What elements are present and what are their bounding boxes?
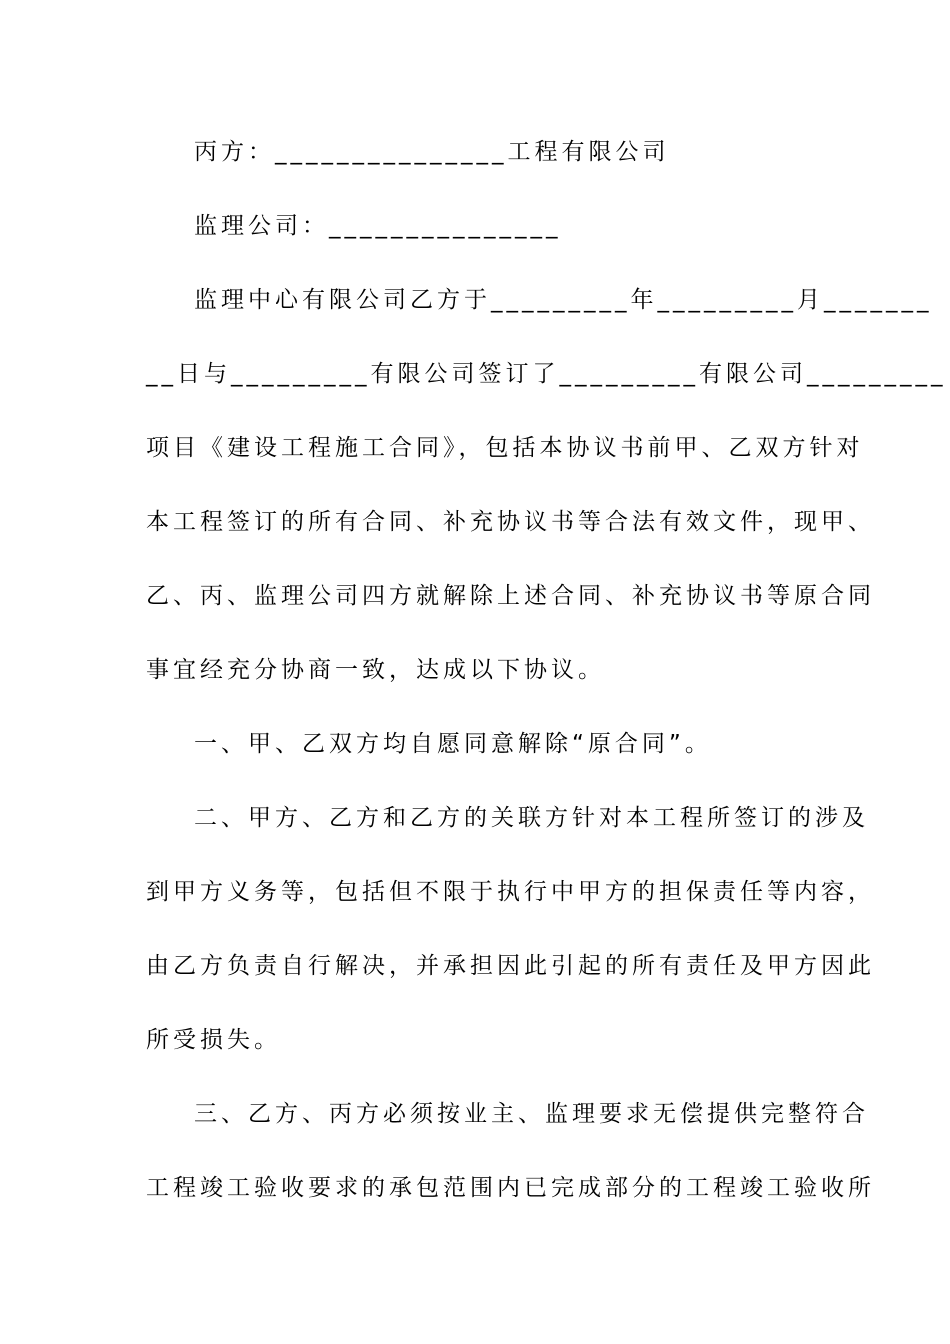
paragraph-line: 项目《建设工程施工合同》，包括本协议书前甲、乙双方针对 [146, 435, 864, 461]
supervision-company-line: 监理公司：_______________ [194, 213, 562, 239]
paragraph-line: 乙、丙、监理公司四方就解除上述合同、补充协议书等原合同 [146, 583, 875, 609]
paragraph-line: 工程竣工验收要求的承包范围内已完成部分的工程竣工验收所 [146, 1175, 875, 1201]
clause-1-line: 一、甲、乙双方均自愿同意解除“原合同”。 [194, 731, 712, 757]
paragraph-line: __日与_________有限公司签订了_________有限公司_________ [146, 361, 947, 387]
clause-2-line: 二、甲方、乙方和乙方的关联方针对本工程所签订的涉及 [194, 805, 869, 831]
party-c-line: 丙方：_______________工程有限公司 [194, 139, 670, 165]
paragraph-line: 到甲方义务等，包括但不限于执行中甲方的担保责任等内容， [146, 879, 875, 905]
paragraph-line: 由乙方负责自行解决，并承担因此引起的所有责任及甲方因此 [146, 953, 875, 979]
paragraph-line: 监理中心有限公司乙方于_________年_________月_______ [194, 287, 933, 313]
paragraph-line: 所受损失。 [146, 1027, 281, 1053]
paragraph-line: 本工程签订的所有合同、补充协议书等合法有效文件，现甲、 [146, 509, 875, 535]
paragraph-line: 事宜经充分协商一致，达成以下协议。 [146, 657, 605, 683]
clause-3-line: 三、乙方、丙方必须按业主、监理要求无偿提供完整符合 [194, 1101, 869, 1127]
